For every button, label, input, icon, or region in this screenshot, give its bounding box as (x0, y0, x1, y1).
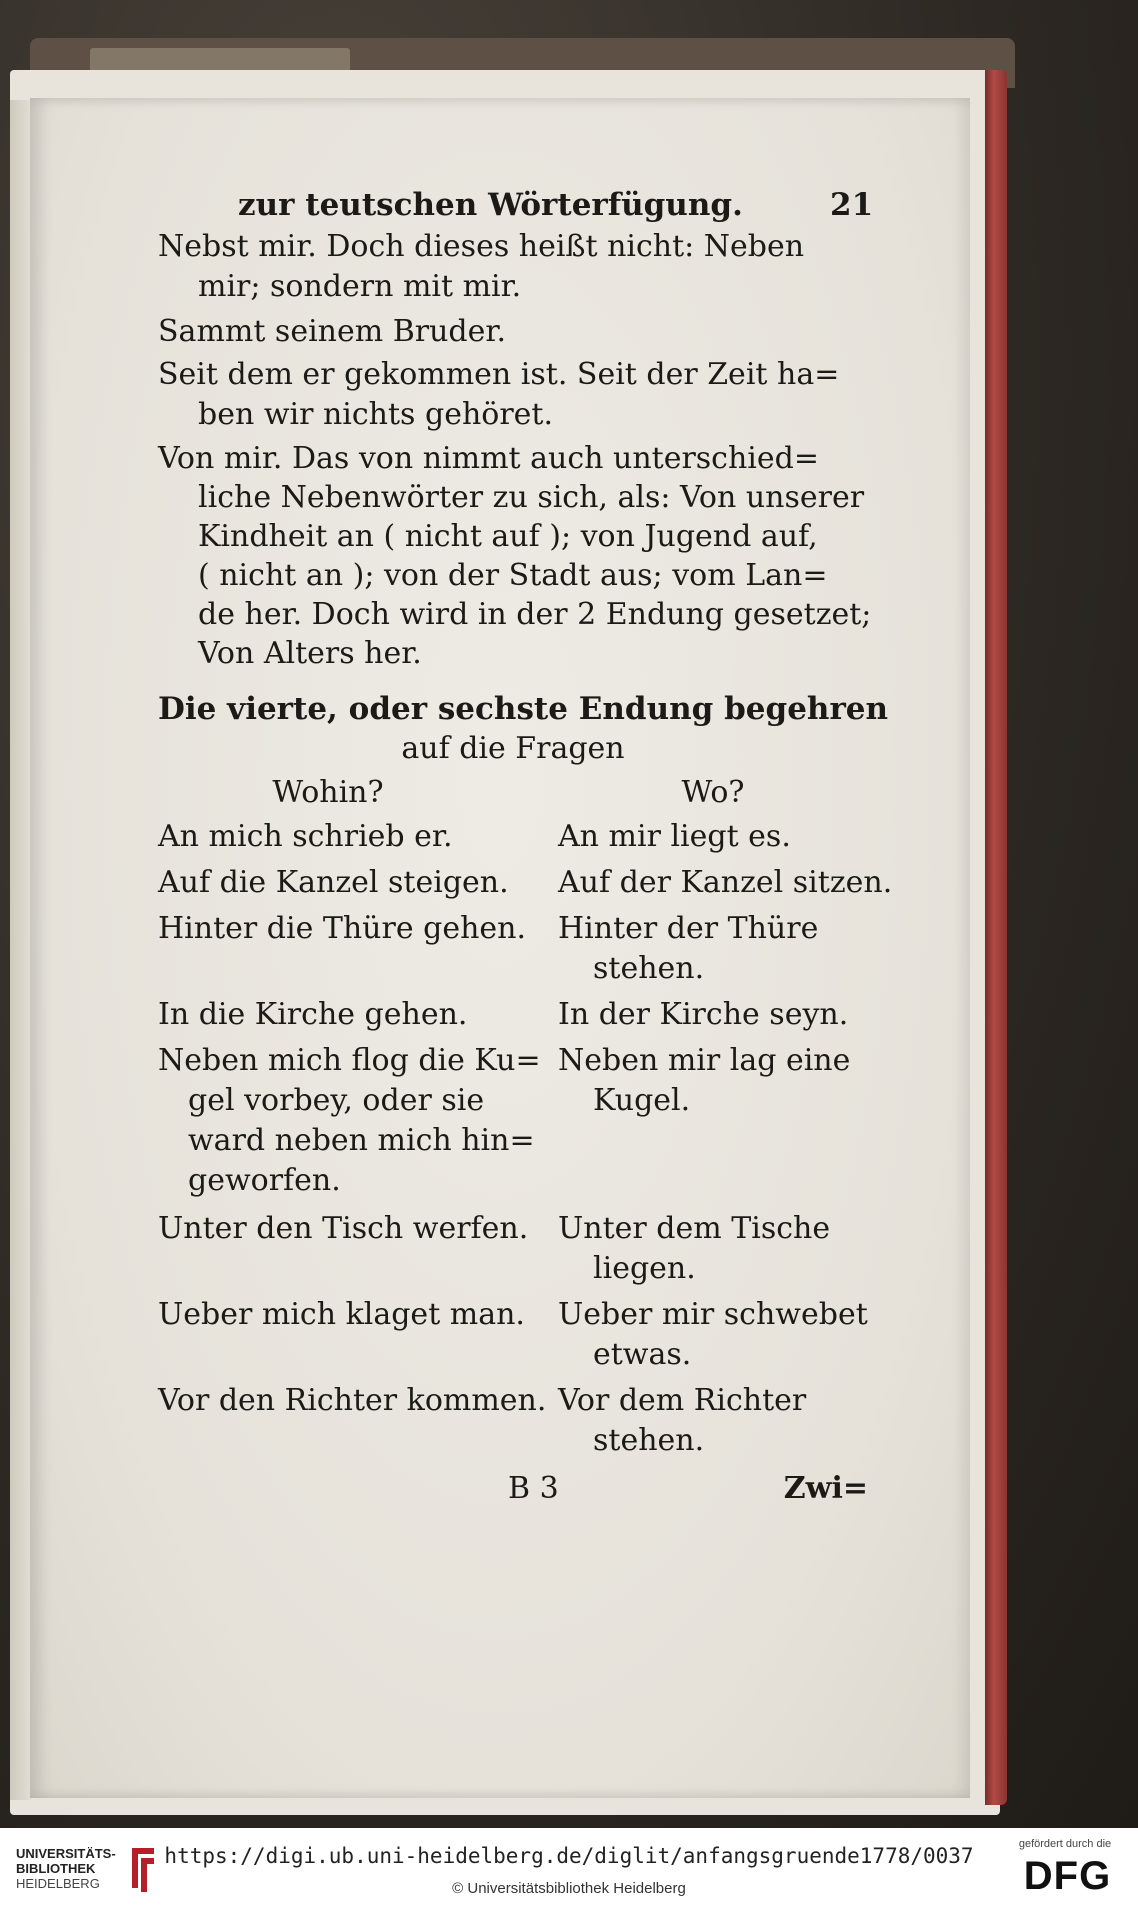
pair-left: gel vorbey, oder sie (188, 1083, 485, 1118)
text-line: Sammt seinem Bruder. (158, 314, 506, 349)
text-line: Kindheit an ( nicht auf ); von Jugend auf, (198, 519, 818, 554)
copyright-text: © Universitätsbibliothek Heidelberg (452, 1880, 686, 1897)
pair-left: Auf die Kanzel steigen. (158, 865, 509, 900)
book-page (30, 98, 970, 1798)
pair-right: etwas. (593, 1337, 692, 1372)
column-head-right: Wo? (681, 775, 745, 810)
pair-right: stehen. (593, 951, 705, 986)
text-line: Von Alters her. (198, 636, 422, 671)
pair-right: An mir liegt es. (558, 819, 791, 854)
footer-bar (0, 1828, 1138, 1913)
pair-right: liegen. (593, 1251, 696, 1286)
section-heading: Die vierte, oder sechste Endung begehren (158, 691, 889, 727)
pair-right: In der Kirche seyn. (558, 997, 849, 1032)
source-url-link[interactable]: https://digi.ub.uni-heidelberg.de/diglit/anfangsgruende1778/0037 (164, 1844, 974, 1868)
text-line: mir; sondern mit mir. (198, 269, 522, 304)
pair-right: Unter dem Tische (558, 1211, 831, 1246)
pair-left: geworfen. (188, 1163, 341, 1198)
text-line: Von mir. Das von nimmt auch unterschied= (158, 441, 819, 476)
text-line: liche Nebenwörter zu sich, als: Von unserer (198, 480, 865, 515)
text-line: Nebst mir. Doch dieses heißt nicht: Neben (158, 229, 805, 264)
pair-right: Ueber mir schwebet (558, 1297, 868, 1332)
pair-right: Neben mir lag eine (558, 1043, 851, 1078)
pair-left: Unter den Tisch werfen. (158, 1211, 529, 1246)
logo-line: UNIVERSITÄTS- (16, 1846, 116, 1861)
column-head-left: Wohin? (272, 775, 384, 810)
dfg-caption: gefördert durch die (1018, 1838, 1112, 1850)
text-line: ben wir nichts gehöret. (198, 397, 554, 432)
text-line: ( nicht an ); von der Stadt aus; vom Lan= (198, 558, 828, 593)
page-gutter (10, 100, 32, 1800)
catchword: Zwi= (783, 1471, 868, 1506)
pair-right: Hinter der Thüre (558, 911, 819, 946)
pair-left: ward neben mich hin= (188, 1123, 535, 1158)
page-number: 21 (830, 187, 874, 223)
pair-right: stehen. (593, 1423, 705, 1458)
pair-left: Hinter die Thüre gehen. (158, 911, 527, 946)
logo-line: HEIDELBERG (16, 1876, 100, 1891)
text-line: de her. Doch wird in der 2 Endung gesetzet; (198, 597, 872, 632)
logo-line: BIBLIOTHEK (16, 1861, 96, 1876)
text-line: Seit dem er gekommen ist. Seit der Zeit ha= (158, 357, 840, 392)
running-head: zur teutschen Wörterfügung. (238, 187, 743, 223)
section-heading-sub: auf die Fragen (401, 731, 625, 766)
pair-right: Vor dem Richter (558, 1383, 807, 1418)
dfg-logo[interactable]: DFG (1023, 1854, 1112, 1898)
signature-mark: B 3 (508, 1471, 559, 1506)
pair-left: An mich schrieb er. (158, 819, 453, 854)
pair-left: Neben mich flog die Ku= (158, 1043, 541, 1078)
pair-left: Ueber mich klaget man. (158, 1297, 525, 1332)
pair-right: Auf der Kanzel sitzen. (558, 865, 893, 900)
pair-left: Vor den Richter kommen. (158, 1383, 547, 1418)
pair-right: Kugel. (593, 1083, 691, 1118)
red-page-edge (985, 70, 1007, 1805)
pair-left: In die Kirche gehen. (158, 997, 468, 1032)
